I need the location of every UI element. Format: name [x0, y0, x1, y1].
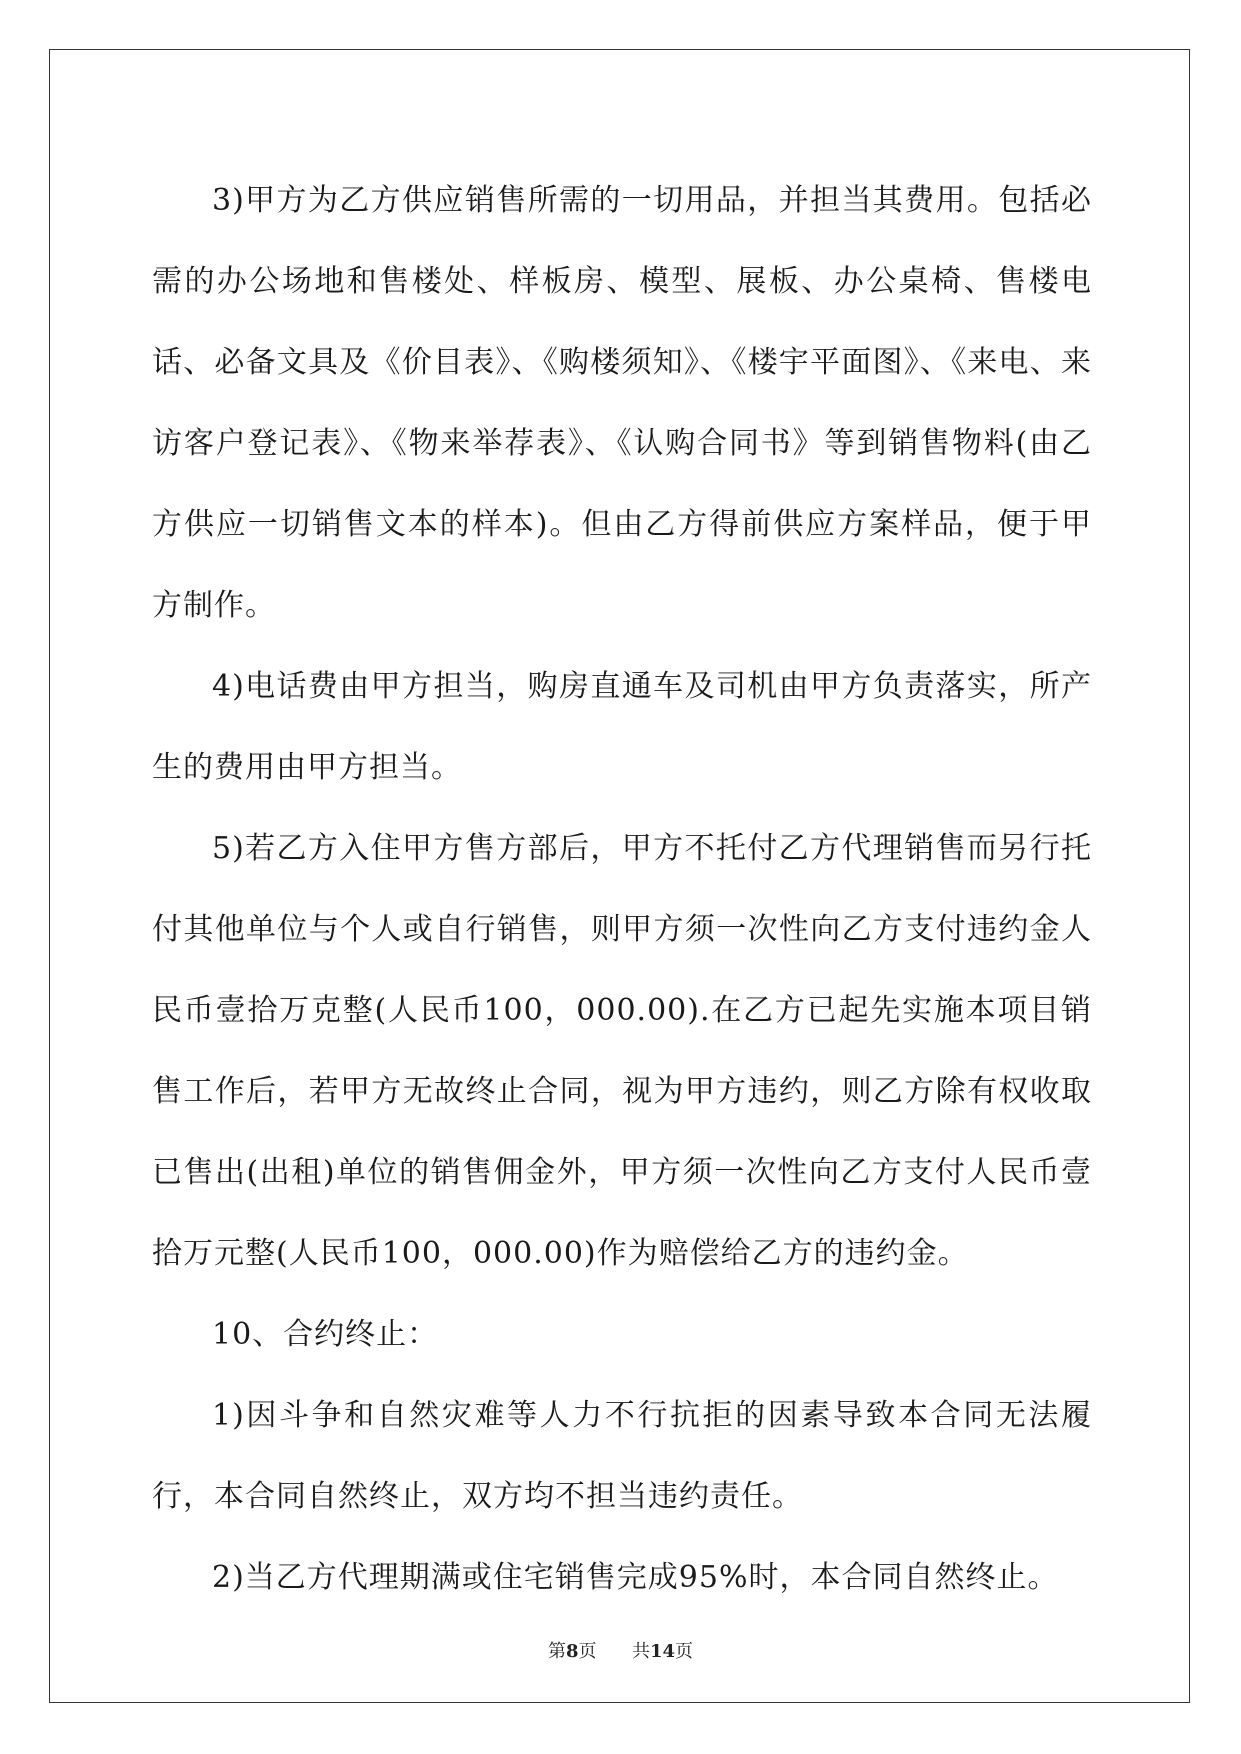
total-pages-label: 共14页: [631, 1641, 694, 1662]
paragraph-item-3: 3)甲方为乙方供应销售所需的一切用品，并担当其费用。包括必需的办公场地和售楼处、样板房、模型、展板、办公桌椅、售楼电话、必备文具及《价目表》、《购楼须知》、《楼宇平面图》、《来电、来访客户登记表》、《物来举荐表》、《认购合同书》等到销售物料(由乙方供应一切销售文本的样本)。但由乙方得前供应方案样品，便于甲方制作。: [152, 183, 1092, 623]
total-page-number: 14: [649, 1641, 676, 1662]
paragraph-termination-2: 2)当乙方代理期满或住宅销售完成95%时，本合同自然终止。: [212, 1560, 1059, 1595]
page-number-label: 第8页: [547, 1641, 597, 1662]
current-page-number: 8: [565, 1641, 579, 1662]
paragraph-item-4: 4)电话费由甲方担当，购房直通车及司机由甲方负责落实，所产生的费用由甲方担当。: [152, 669, 1092, 785]
page-footer: [0, 1637, 1241, 1663]
document-body: [152, 160, 1092, 1618]
paragraph-item-5: 5)若乙方入住甲方售方部后，甲方不托付乙方代理销售而另行托付其他单位与个人或自行销售，则甲方须一次性向乙方支付违约金人民币壹拾万克整(人民币100，000.00).在乙方已起先实施本项目销售工作后，若甲方无故终止合同，视为甲方违约，则乙方除有权收取已售出(出租)单位的销售佣金外，甲方须一次性向乙方支付人民币壹拾万元整(人民币100，000.00)作为赔偿给乙方的违约金。: [152, 831, 1092, 1271]
section-heading-termination: 10、合约终止：: [212, 1317, 439, 1352]
paragraph-termination-1: 1)因斗争和自然灾难等人力不行抗拒的因素导致本合同无法履行，本合同自然终止，双方均不担当违约责任。: [152, 1398, 1092, 1514]
